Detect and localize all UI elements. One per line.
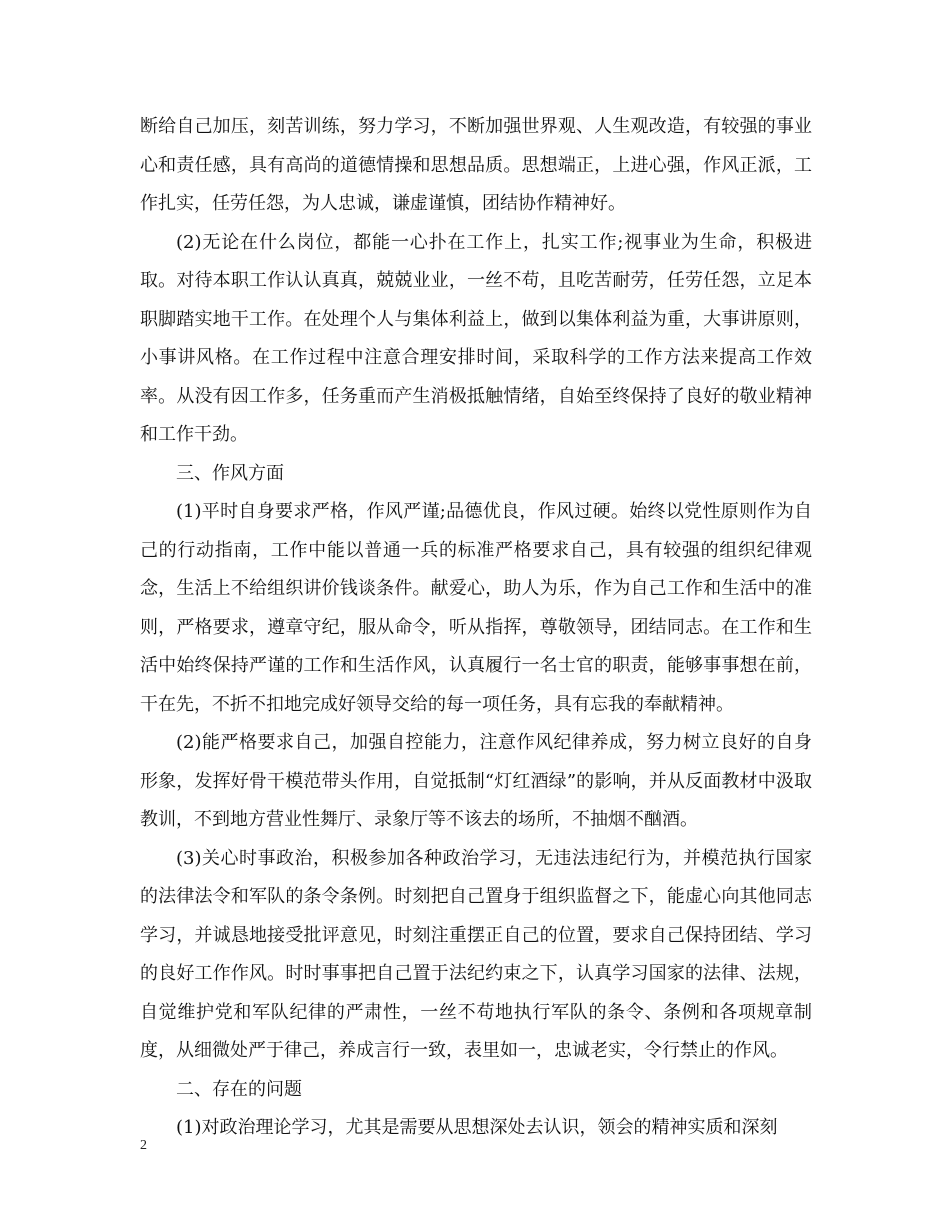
paragraph-problems-1: (1)对政治理论学习，尤其是需要从思想深处去认识，领会的精神实质和深刻 — [176, 1117, 778, 1138]
section-heading-problems: 二、存在的问题 — [176, 1078, 302, 1100]
paragraph-conduct-3: (3)关心时事政治，积极参加各种政治学习，无违法违纪行为，并模范执行国家的法律法令和军队的条令条例。时刻把自己置身于组织监督之下，能虚心向其他同志学习，并诚恳地接受批评意见，时刻注重摆正自己的位置，要求自己保持团结、学习的良好工作作风。时时事事把自己置于法纪约束之下，认真学习国家的法律、法规，自觉维护党和军队纪律的严肃性，一丝不苟地执行军队的条令、条例和各项规章制度，从细微处严于律己，养成言行一致，表里如一，忠诚老实，令行禁止的作风。 — [140, 847, 812, 1061]
paragraph-continuation: 断给自己加压，刻苦训练，努力学习，不断加强世界观、人生观改造，有较强的事业心和责任感，具有高尚的道德情操和思想品质。思想端正，上进心强，作风正派，工作扎实，任劳任怨，为人忠诚，谦虚谨慎，团结协作精神好。 — [140, 116, 812, 214]
paragraph-item-2: (2)无论在什么岗位，都能一心扑在工作上，扎实工作;视事业为生命，积极进取。对待本职工作认认真真，兢兢业业，一丝不苟，且吃苦耐劳，任劳任怨，立足本职脚踏实地干工作。在处理个人与集体利益上，做到以集体利益为重，大事讲原则，小事讲风格。在工作过程中注意合理安排时间，采取科学的工作方法来提高工作效率。从没有因工作多，任务重而产生消极抵触情绪，自始至终保持了良好的敬业精神和工作干劲。 — [140, 231, 812, 445]
paragraph-conduct-1: (1)平时自身要求严格，作风严谨;品德优良，作风过硬。始终以党性原则作为自己的行动指南，工作中能以普通一兵的标准严格要求自己，具有较强的组织纪律观念，生活上不给组织讲价钱谈条件。献爱心，助人为乐，作为自己工作和生活中的准则，严格要求，遵章守纪，服从命令，听从指挥，尊敬领导，团结同志。在工作和生活中始终保持严谨的工作和生活作风，认真履行一名士官的职责，能够事事想在前，干在先，不折不扣地完成好领导交给的每一项任务，具有忘我的奉献精神。 — [140, 501, 812, 715]
page-number: 2 — [140, 1138, 147, 1153]
document-body — [140, 108, 812, 1148]
section-heading-conduct: 三、作风方面 — [176, 462, 284, 484]
paragraph-conduct-2: (2)能严格要求自己，加强自控能力，注意作风纪律养成，努力树立良好的自身形象，发挥好骨干模范带头作用，自觉抵制“灯红酒绿”的影响，并从反面教材中汲取教训，不到地方营业性舞厅、录象厅等不该去的场所，不抽烟不酗酒。 — [140, 732, 812, 830]
